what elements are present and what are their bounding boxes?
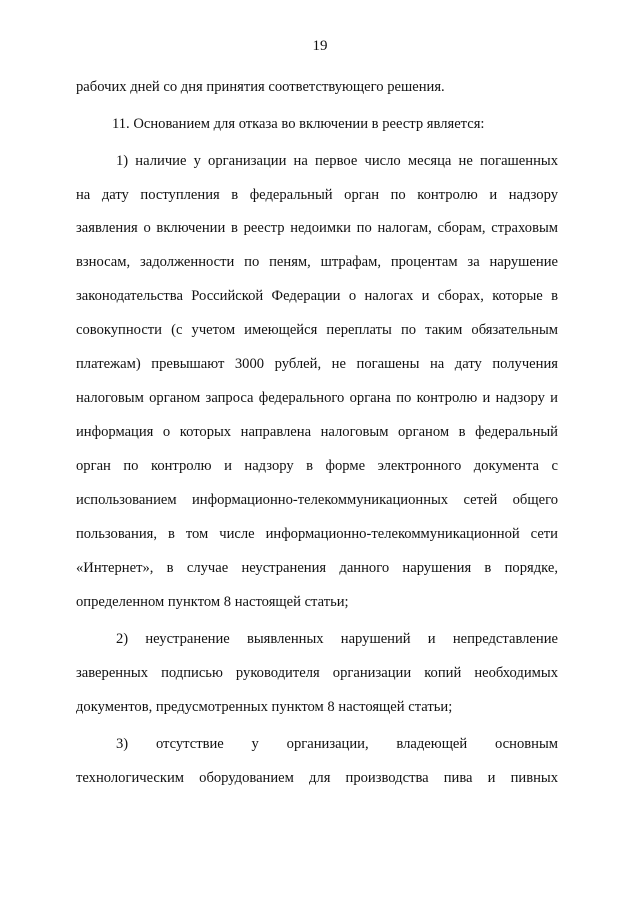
text-line: определенном пунктом 8 настоящей статьи;: [76, 594, 349, 610]
text-line: налоговым органом запроса федерального органа по контролю и надзору и: [76, 390, 558, 406]
text-line: 2) неустранение выявленных нарушений и непредставление: [116, 631, 558, 647]
text-line: 3) отсутствие у организации, владеющей основным: [116, 736, 558, 752]
text-line: заверенных подписью руководителя организации копий необходимых: [76, 665, 558, 681]
text-line: технологическим оборудованием для производства пива и пивных: [76, 770, 558, 786]
text-line: пользования, в том числе информационно-телекоммуникационной сети: [76, 526, 558, 542]
page-number: 19: [312, 38, 328, 54]
text-line: информация о которых направлена налоговым органом в федеральный: [76, 424, 558, 440]
text-line: орган по контролю и надзору в форме электронного документа с: [76, 458, 558, 474]
text-line: совокупности (с учетом имеющейся переплаты по таким обязательным: [76, 322, 558, 338]
text-line: 1) наличие у организации на первое число месяца не погашенных: [116, 153, 558, 169]
text-line: использованием информационно-телекоммуникационных сетей общего: [76, 492, 558, 508]
text-line: законодательства Российской Федерации о налогах и сборах, которые в: [76, 288, 558, 304]
text-line: на дату поступления в федеральный орган по контролю и надзору: [76, 187, 558, 203]
text-line: документов, предусмотренных пунктом 8 настоящей статьи;: [76, 699, 453, 715]
text-line: заявления о включении в реестр недоимки по налогам, сборам, страховым: [76, 220, 558, 236]
text-line: «Интернет», в случае неустранения данного нарушения в порядке,: [76, 560, 558, 576]
text-line: платежам) превышают 3000 рублей, не погашены на дату получения: [76, 356, 558, 372]
text-line: рабочих дней со дня принятия соответствующего решения.: [76, 79, 445, 95]
text-line: взносам, задолженности по пеням, штрафам, процентам за нарушение: [76, 254, 558, 270]
paragraph-heading: 11. Основанием для отказа во включении в реестр является:: [112, 116, 485, 132]
